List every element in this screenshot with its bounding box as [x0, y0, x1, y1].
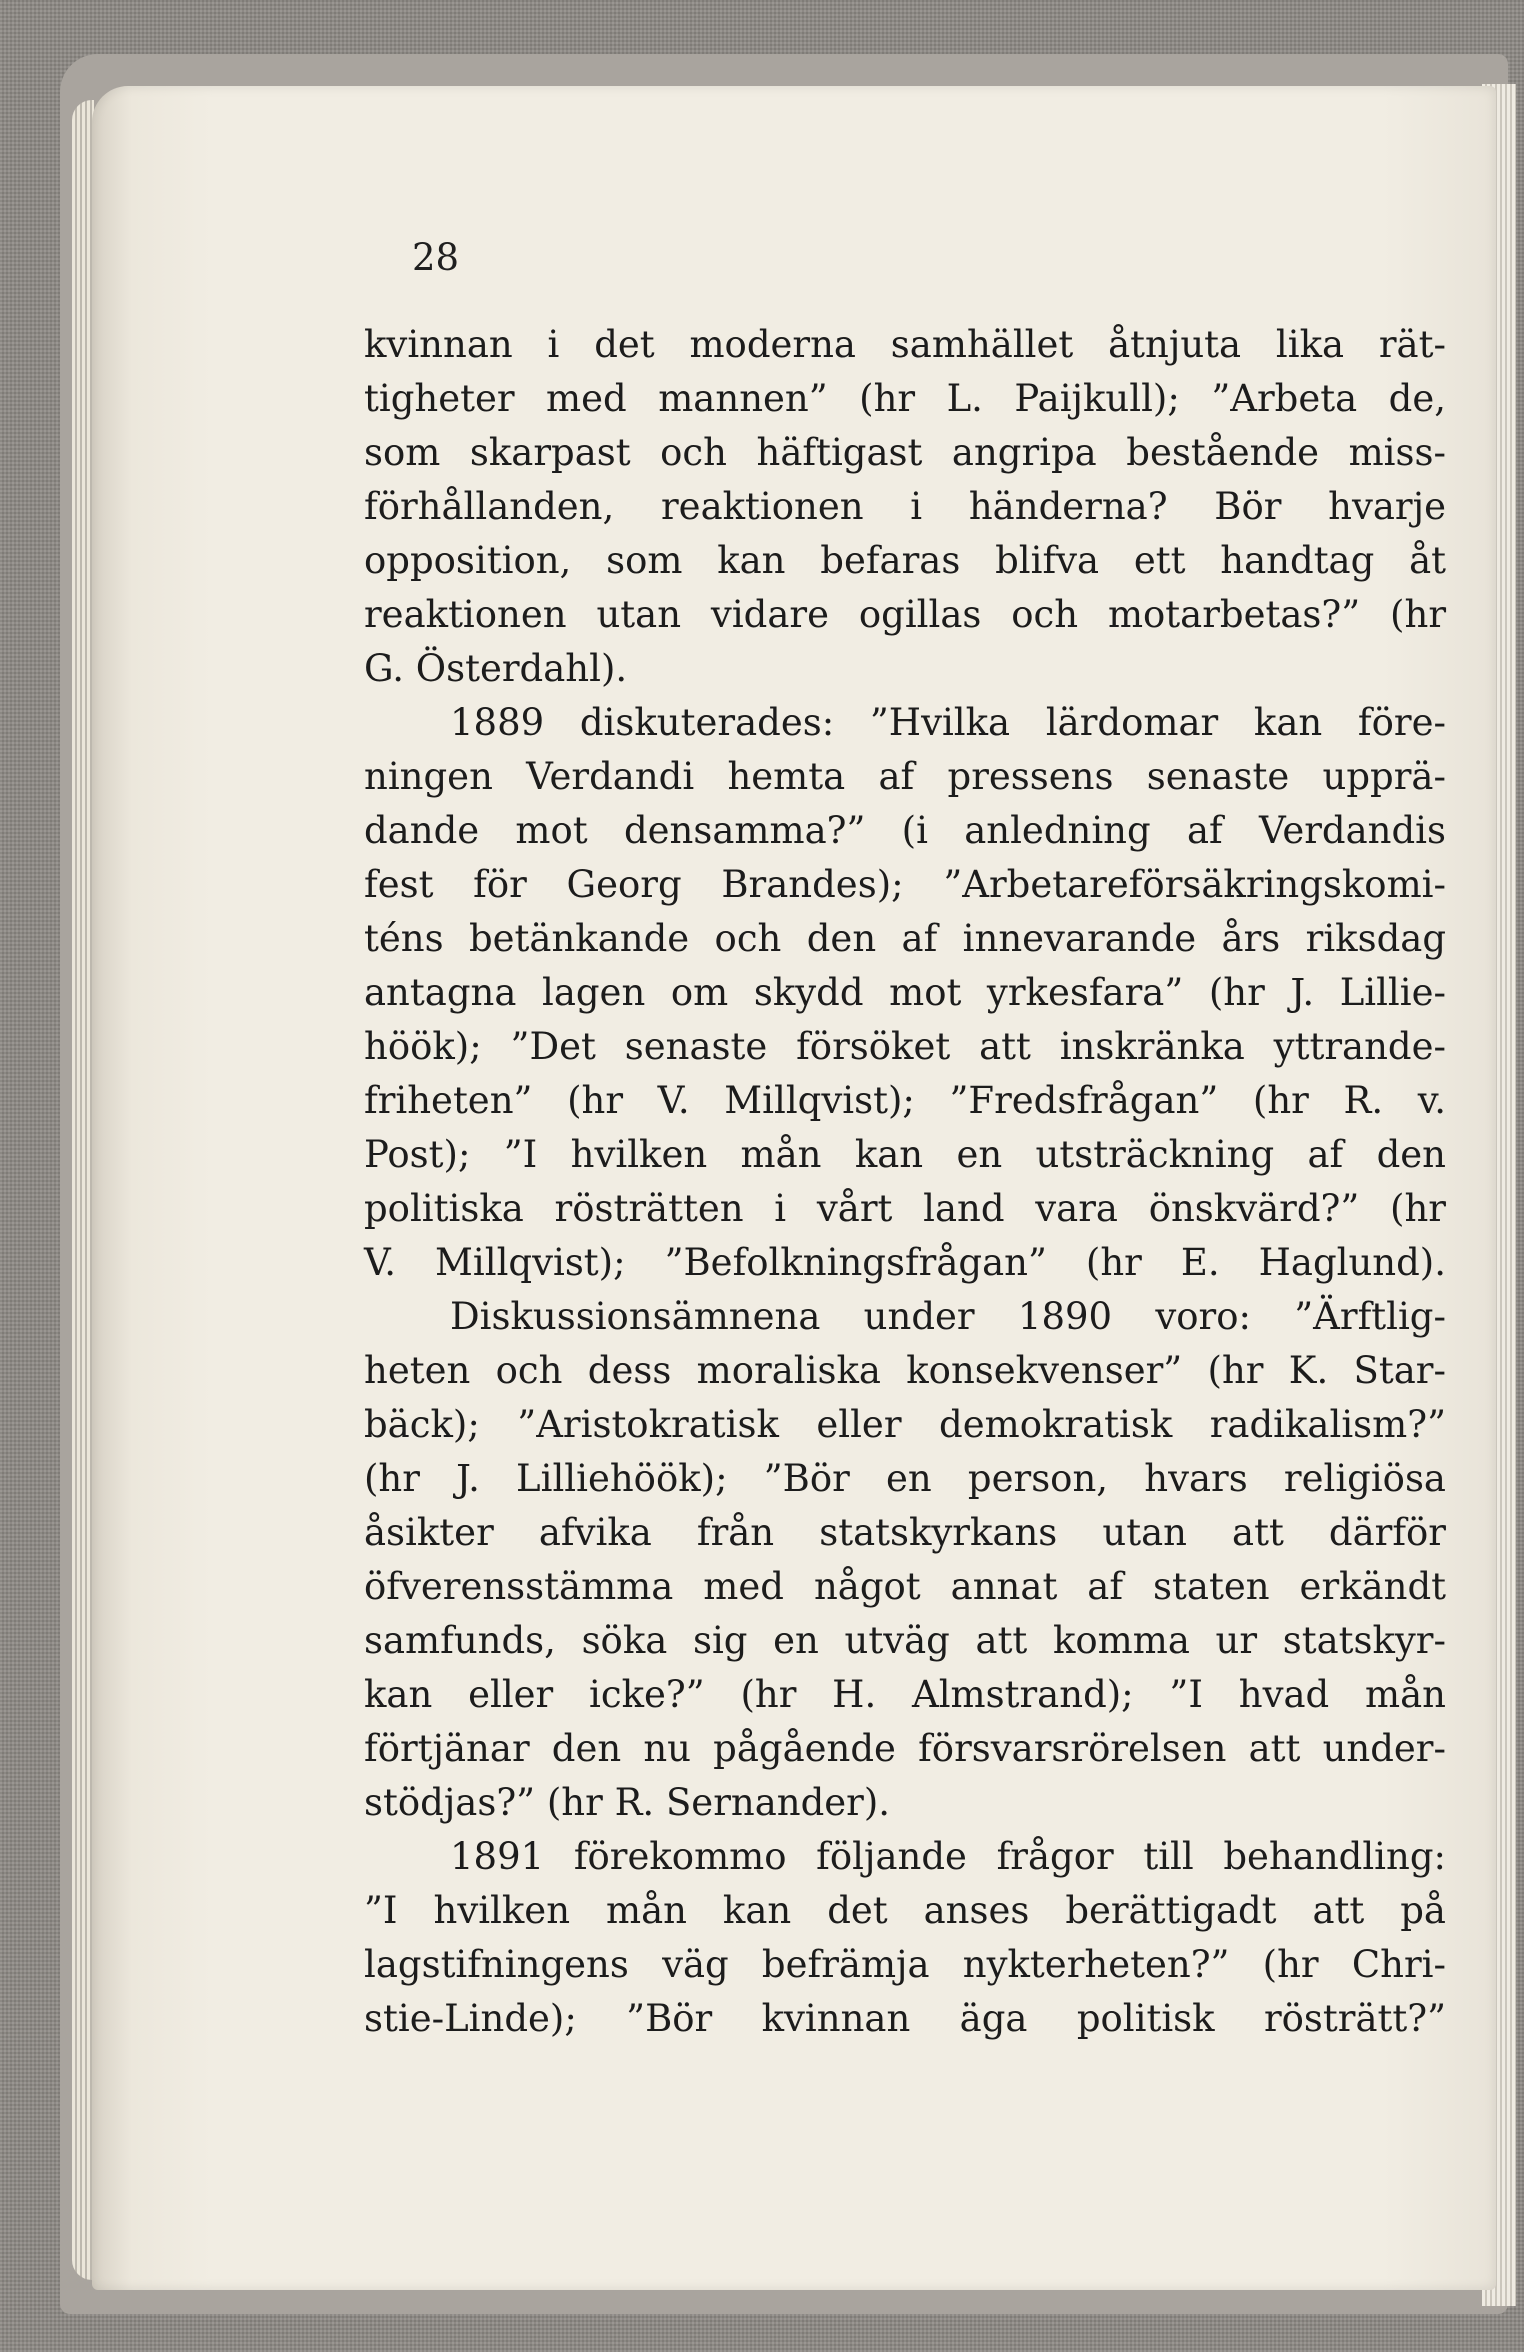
- text-line: åsikter afvika från statskyrkans utan att därför: [364, 1511, 1446, 1554]
- text-line: kvinnan i det moderna samhället åtnjuta lika rät-: [364, 323, 1446, 366]
- text-line: ”I hvilken mån kan det anses berättigadt att på: [364, 1889, 1446, 1932]
- text-line: öfverensstämma med något annat af staten erkändt: [364, 1565, 1446, 1608]
- page-stack-edge-left: [72, 100, 94, 2280]
- text-line: stie-Linde); ”Bör kvinnan äga politisk rösträtt?”: [364, 1997, 1446, 2040]
- text-line: lagstifningens väg befrämja nykterheten?” (hr Chri-: [364, 1943, 1446, 1986]
- text-line: fest för Georg Brandes); ”Arbetareförsäkringskomi-: [364, 863, 1446, 906]
- text-line: opposition, som kan befaras blifva ett handtag åt: [364, 539, 1446, 582]
- text-line: samfunds, söka sig en utväg att komma ur statskyr-: [364, 1619, 1446, 1662]
- text-line: Post); ”I hvilken mån kan en utsträckning af den: [364, 1133, 1446, 1176]
- text-line: (hr J. Lilliehöök); ”Bör en person, hvars religiösa: [364, 1457, 1446, 1500]
- text-line: G. Österdahl).: [364, 647, 628, 690]
- text-line: 1891 förekommo följande frågor till behandling:: [450, 1835, 1446, 1878]
- text-line: förhållanden, reaktionen i händerna? Bör hvarje: [364, 485, 1446, 528]
- text-line: heten och dess moraliska konsekvenser” (hr K. Star-: [364, 1349, 1446, 1392]
- text-line: V. Millqvist); ”Befolkningsfrågan” (hr E. Haglund).: [364, 1241, 1446, 1284]
- text-line: téns betänkande och den af innevarande års riksdag: [364, 917, 1446, 960]
- text-line: Diskussionsämnena under 1890 voro: ”Ärftlig-: [450, 1295, 1446, 1338]
- text-line: förtjänar den nu pågående försvarsrörelsen att under-: [364, 1727, 1446, 1770]
- text-line: reaktionen utan vidare ogillas och motarbetas?” (hr: [364, 593, 1446, 636]
- text-line: antagna lagen om skydd mot yrkesfara” (hr J. Lillie-: [364, 971, 1446, 1014]
- text-line: som skarpast och häftigast angripa bestående miss-: [364, 431, 1446, 474]
- text-line: tigheter med mannen” (hr L. Paijkull); ”Arbeta de,: [364, 377, 1446, 420]
- text-line: bäck); ”Aristokratisk eller demokratisk radikalism?”: [364, 1403, 1446, 1446]
- text-line: friheten” (hr V. Millqvist); ”Fredsfrågan” (hr R. v.: [364, 1079, 1446, 1122]
- text-line: politiska rösträtten i vårt land vara önskvärd?” (hr: [364, 1187, 1446, 1230]
- text-line: kan eller icke?” (hr H. Almstrand); ”I hvad mån: [364, 1673, 1446, 1716]
- page-number: 28: [412, 236, 460, 279]
- text-line: ningen Verdandi hemta af pressens senaste upprä-: [364, 755, 1446, 798]
- text-line: 1889 diskuterades: ”Hvilka lärdomar kan före-: [450, 701, 1446, 744]
- text-line: höök); ”Det senaste försöket att inskränka yttrande-: [364, 1025, 1446, 1068]
- page-body-text: [364, 318, 1446, 2046]
- text-line: stödjas?” (hr R. Sernander).: [364, 1781, 891, 1824]
- text-line: dande mot densamma?” (i anledning af Verdandis: [364, 809, 1446, 852]
